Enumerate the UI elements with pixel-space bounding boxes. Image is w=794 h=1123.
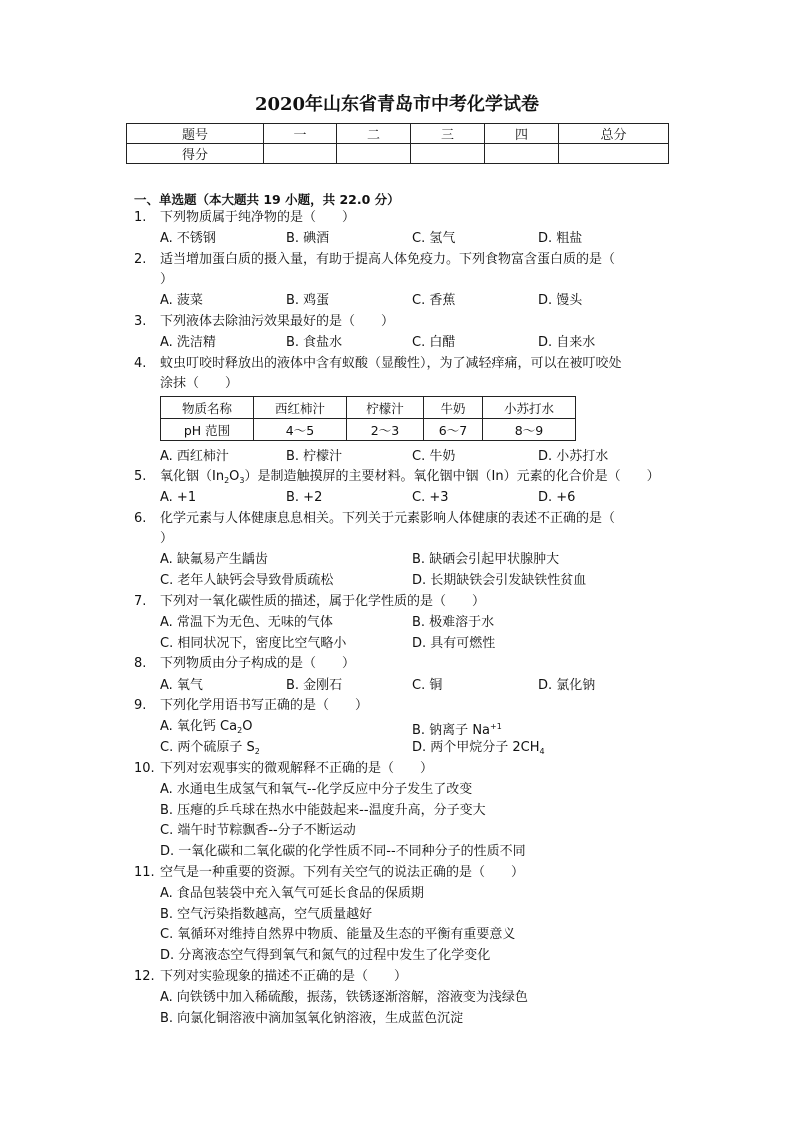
question-stem: 下列对实验现象的描述不正确的是（ ） — [160, 969, 408, 984]
question-number: 12. — [134, 969, 155, 984]
option: D. 自来水 — [538, 335, 596, 350]
option: A. 不锈钢 — [160, 231, 216, 246]
option: A. 食品包装袋中充入氧气可延长食品的保质期 — [160, 886, 424, 901]
option: B. 压瘪的乒乓球在热水中能鼓起来--温度升高，分子变大 — [160, 803, 486, 818]
option: B. 柠檬汁 — [286, 449, 343, 464]
ph-cell: 4～5 — [254, 419, 347, 441]
question-number: 1. — [134, 210, 147, 225]
question-stem: 适当增加蛋白质的摄入量，有助于提高人体免疫力。下列食物富含蛋白质的是（ — [160, 252, 616, 267]
question-stem: 下列对宏观事实的微观解释不正确的是（ ） — [160, 761, 434, 776]
score-header-cell: 一 — [264, 124, 337, 144]
ph-table-header-row — [161, 397, 576, 419]
ph-header-cell: 小苏打水 — [483, 397, 576, 419]
question-stem: 下列物质由分子构成的是（ ） — [160, 656, 356, 671]
score-input-cell[interactable] — [411, 144, 485, 164]
option: A. 氧气 — [160, 678, 203, 693]
option: C. 牛奶 — [412, 449, 456, 464]
option: B. 缺硒会引起甲状腺肿大 — [412, 552, 560, 567]
ph-table-row — [161, 419, 576, 441]
option: D. 馒头 — [538, 293, 583, 308]
question-number: 10. — [134, 761, 155, 776]
option: D. 长期缺铁会引发缺铁性贫血 — [412, 573, 587, 588]
question-number: 11. — [134, 865, 155, 880]
option: B. 金刚石 — [286, 678, 343, 693]
score-input-cell[interactable] — [485, 144, 559, 164]
score-header-cell: 二 — [337, 124, 411, 144]
option: A. 水通电生成氢气和氧气--化学反应中分子发生了改变 — [160, 782, 473, 797]
option: B. 向氯化铜溶液中滴加氢氧化钠溶液，生成蓝色沉淀 — [160, 1011, 464, 1026]
option: D. 一氧化碳和二氧化碳的化学性质不同--不同种分子的性质不同 — [160, 844, 526, 859]
question-stem: 空气是一种重要的资源。下列有关空气的说法正确的是（ ） — [160, 865, 525, 880]
ph-header-cell: 物质名称 — [161, 397, 254, 419]
option: C. 两个硫原子 $S_2$ — [160, 740, 260, 756]
score-table-row — [127, 144, 669, 164]
option: B. 钠离子 $Na^{+1}$ — [412, 722, 502, 738]
option: B. 极难溶于水 — [412, 615, 495, 630]
score-header-cell: 三 — [411, 124, 485, 144]
option: A. +1 — [160, 490, 197, 505]
score-row-label: 得分 — [127, 144, 264, 164]
question-stem: ） — [160, 531, 174, 546]
option: C. +3 — [412, 490, 449, 505]
score-table-header-row — [127, 124, 669, 144]
question-stem: 下列对一氧化碳性质的描述，属于化学性质的是（ ） — [160, 594, 486, 609]
score-input-cell[interactable] — [337, 144, 411, 164]
option: C. 氧循环对维持自然界中物质、能量及生态的平衡有重要意义 — [160, 927, 516, 942]
ph-table — [160, 396, 576, 441]
score-table — [126, 123, 669, 164]
option: C. 香蕉 — [412, 293, 456, 308]
score-header-cell: 总分 — [559, 124, 669, 144]
question-stem: 氧化铟$(In_2O_3)$是制造触摸屏的主要材料。氧化铟中铟（In）元素的化合价是（ ） — [160, 469, 660, 485]
question-stem: 下列化学用语书写正确的是（ ） — [160, 698, 369, 713]
question-number: 3. — [134, 314, 147, 329]
option: C. 铜 — [412, 678, 443, 693]
option: A. 常温下为无色、无味的气体 — [160, 615, 333, 630]
option: A. 氧化钙 $Ca_2O$ — [160, 719, 253, 735]
option: B. +2 — [286, 490, 323, 505]
option: D. 粗盐 — [538, 231, 583, 246]
ph-header-cell: 柠檬汁 — [347, 397, 424, 419]
option: C. 端午时节粽飘香--分子不断运动 — [160, 823, 356, 838]
option: A. 菠菜 — [160, 293, 203, 308]
question-number: 6. — [134, 511, 147, 526]
question-stem: 蚊虫叮咬时释放出的液体中含有蚁酸（显酸性），为了减轻痒痛，可以在被叮咬处 — [160, 356, 622, 371]
option: D. 具有可燃性 — [412, 636, 496, 651]
option: D. +6 — [538, 490, 576, 505]
question-stem: ） — [160, 272, 174, 287]
option: C. 氢气 — [412, 231, 456, 246]
option: B. 空气污染指数越高，空气质量越好 — [160, 907, 373, 922]
question-stem: 涂抹（ ） — [160, 376, 239, 391]
question-number: 5. — [134, 469, 147, 484]
question-number: 9. — [134, 698, 147, 713]
question-number: 8. — [134, 656, 147, 671]
option: D. 分离液态空气得到氧气和氮气的过程中发生了化学变化 — [160, 948, 491, 963]
option: A. 洗洁精 — [160, 335, 216, 350]
question-number: 2. — [134, 252, 147, 267]
option: B. 碘酒 — [286, 231, 330, 246]
ph-header-cell: 牛奶 — [424, 397, 483, 419]
question-stem: 化学元素与人体健康息息相关。下列关于元素影响人体健康的表述不正确的是（ — [160, 511, 616, 526]
ph-header-cell: 西红柿汁 — [254, 397, 347, 419]
option: D. 两个甲烷分子 $2CH_4$ — [412, 740, 545, 756]
option: A. 西红柿汁 — [160, 449, 229, 464]
option: D. 氯化钠 — [538, 678, 596, 693]
option: B. 食盐水 — [286, 335, 343, 350]
score-header-cell: 四 — [485, 124, 559, 144]
option: C. 白醋 — [412, 335, 456, 350]
ph-cell: 2～3 — [347, 419, 424, 441]
question-stem: 下列物质属于纯净物的是（ ） — [160, 210, 356, 225]
option: C. 相同状况下，密度比空气略小 — [160, 636, 347, 651]
option: C. 老年人缺钙会导致骨质疏松 — [160, 573, 334, 588]
question-stem: 下列液体去除油污效果最好的是（ ） — [160, 314, 395, 329]
ph-cell: 6～7 — [424, 419, 483, 441]
section-heading: 一、单选题（本大题共 19 小题，共 22.0 分） — [134, 192, 400, 207]
page-title: 2020年山东省青岛市中考化学试卷 — [254, 94, 540, 115]
option: D. 小苏打水 — [538, 449, 609, 464]
option: A. 向铁锈中加入稀硫酸，振荡，铁锈逐渐溶解，溶液变为浅绿色 — [160, 990, 528, 1005]
score-input-cell[interactable] — [264, 144, 337, 164]
option: B. 鸡蛋 — [286, 293, 330, 308]
ph-cell: 8～9 — [483, 419, 576, 441]
score-header-cell: 题号 — [127, 124, 264, 144]
question-number: 7. — [134, 594, 147, 609]
score-input-cell[interactable] — [559, 144, 669, 164]
ph-cell: pH 范围 — [161, 419, 254, 441]
option: A. 缺氟易产生龋齿 — [160, 552, 268, 567]
question-number: 4. — [134, 356, 147, 371]
